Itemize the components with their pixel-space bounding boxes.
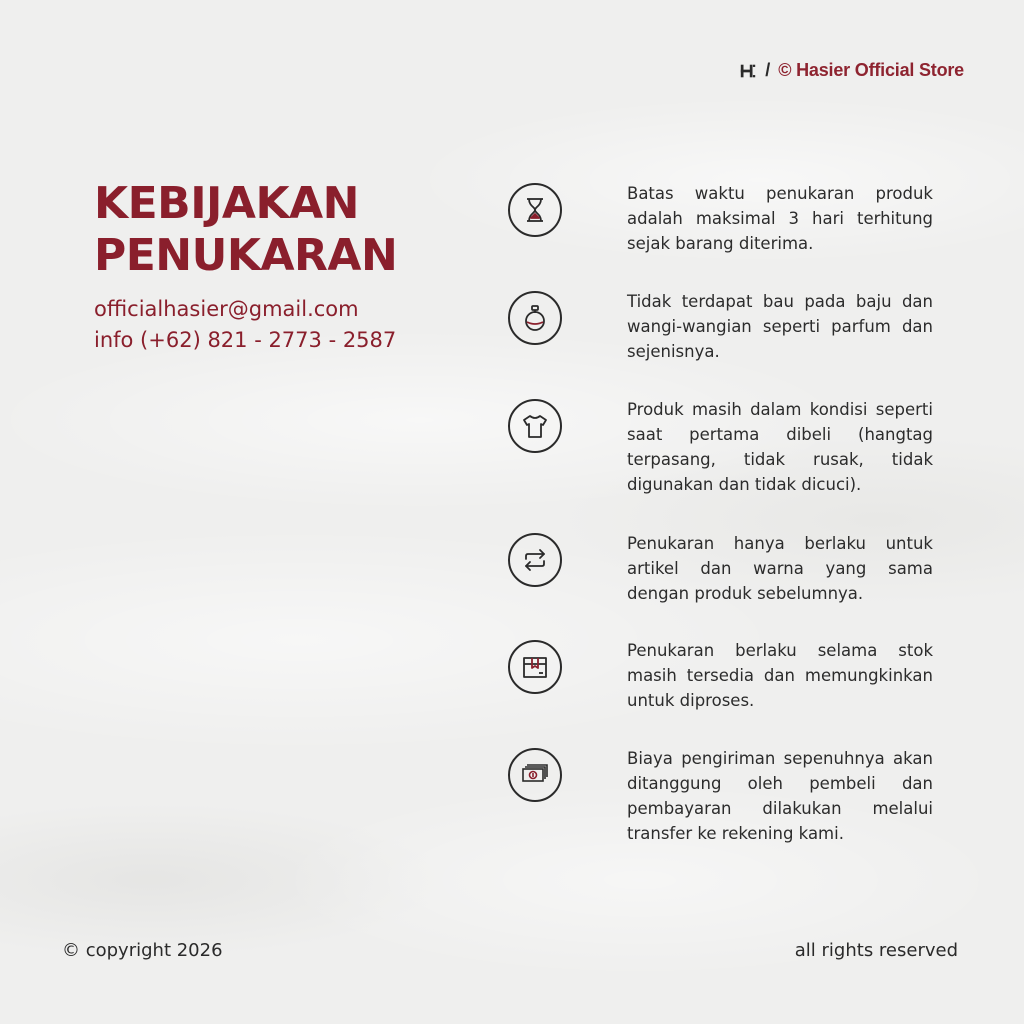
money-cash-icon <box>520 760 550 790</box>
page-title <box>94 178 397 282</box>
policy-item-stock <box>508 640 938 713</box>
policy-text: Biaya pengiriman sepenuhnya akan ditanggung oleh pembeli dan pembayaran dilakukan melalui transfer ke rekening kami. <box>627 749 933 843</box>
page-title-line2: PENUKARAN <box>94 230 398 281</box>
policy-item-time-limit <box>508 183 938 256</box>
policy-text: Penukaran hanya berlaku untuk artikel dan warna yang sama dengan produk sebelumnya. <box>627 534 933 603</box>
contact-info <box>94 294 396 356</box>
hasier-logo-icon <box>739 62 757 80</box>
policy-item-shipping-cost <box>508 748 938 846</box>
policy-icon-circle <box>508 748 562 802</box>
policy-icon-circle <box>508 291 562 345</box>
footer-rights: all rights reserved <box>794 940 958 961</box>
brand-separator: / <box>765 60 771 80</box>
policy-text: Tidak terdapat bau pada baju dan wangi-wangian seperti parfum dan sejenisnya. <box>627 292 933 361</box>
page-title-line1: KEBIJAKAN <box>94 178 359 229</box>
perfume-bottle-icon <box>520 303 550 333</box>
policy-text: Batas waktu penukaran produk adalah maksimal 3 hari terhitung sejak barang diterima. <box>627 184 933 253</box>
policy-item-no-odor <box>508 291 938 364</box>
policy-icon-circle <box>508 640 562 694</box>
exchange-arrows-icon <box>520 545 550 575</box>
policy-icon-circle <box>508 183 562 237</box>
policy-text: Penukaran berlaku selama stok masih tersedia dan memungkinkan untuk diproses. <box>627 641 933 710</box>
policy-icon-circle <box>508 399 562 453</box>
brand-header <box>739 60 964 81</box>
contact-email: officialhasier@gmail.com <box>94 297 359 321</box>
footer-copyright: © copyright 2026 <box>62 940 223 961</box>
policy-text: Produk masih dalam kondisi seperti saat pertama dibeli (hangtag terpasang, tidak rusak, tidak digunakan dan tidak dicuci). <box>627 400 933 494</box>
policy-item-condition <box>508 399 938 497</box>
hourglass-icon <box>520 195 550 225</box>
contact-phone: info (+62) 821 - 2773 - 2587 <box>94 328 397 352</box>
policy-item-same-article <box>508 533 938 606</box>
tshirt-icon <box>520 411 550 441</box>
package-box-icon <box>520 652 550 682</box>
brand-name: © Hasier Official Store <box>778 60 964 80</box>
policy-icon-circle <box>508 533 562 587</box>
